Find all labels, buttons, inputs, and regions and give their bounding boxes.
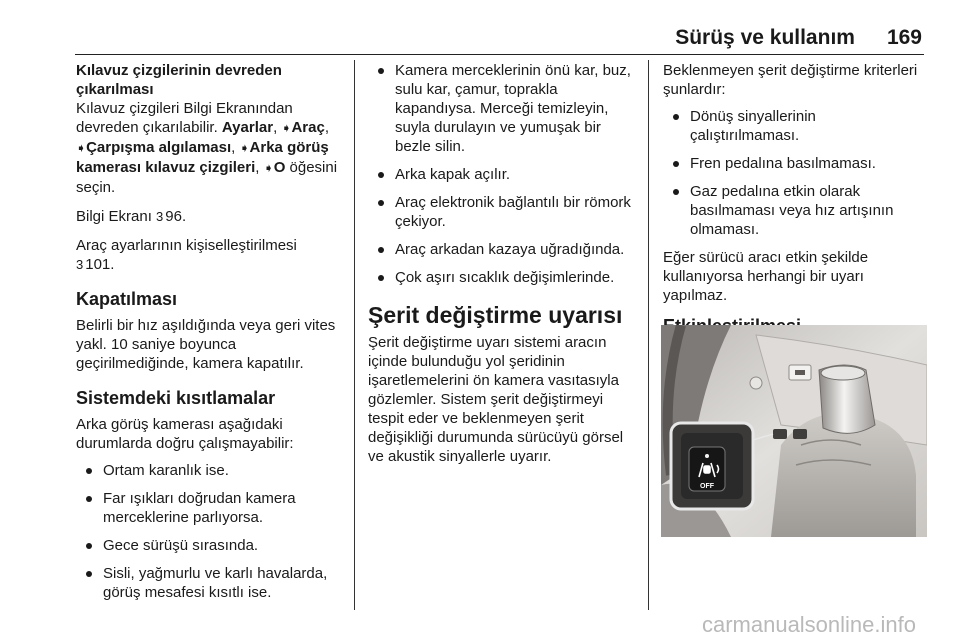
list-item: Kamera merceklerinin önü kar, buz, sulu kar, çamur, toprakla kapandıysa. Merceği temizleyin, suyla durulayın ve yumuşak bir bezle silin. — [368, 61, 640, 156]
column-2 — [368, 61, 640, 476]
limitations-list-cont — [368, 61, 640, 287]
list-item: Araç arkadan kazaya uğradığında. — [368, 240, 640, 259]
column-divider-1 — [354, 60, 355, 610]
criteria-paragraph: Beklenmeyen şerit değiştirme kriterleri şunlardır: — [663, 62, 918, 98]
page-reference-icon: 3 — [76, 257, 84, 272]
list-item: Dönüş sinyallerinin çalıştırılmaması. — [663, 107, 928, 145]
ref-personalization: Araç ayarlarının kişiselleştirilmesi 3 101. — [76, 237, 297, 273]
chapter-title: Sürüş ve kullanım — [675, 26, 855, 49]
list-item: Arka kapak açılır. — [368, 165, 640, 184]
list-item: Çok aşırı sıcaklık değişimlerinde. — [368, 268, 640, 287]
center-console-illustration — [661, 325, 927, 537]
lane-change-paragraph: Şerit değiştirme uyarı sistemi aracın içinde bulunduğu yol şeridinin işaretlemelerini ön kamera vasıtasıyla gözlemler. Sistem şerit değiştirmeyi tespit eder ve beklenmeyen şerit değişikliği durumunda sürücüyü görsel ve akustik sinyallerle uyarır. — [368, 334, 624, 465]
menu-arac: Araç — [291, 119, 325, 136]
kisitlamalar-paragraph: Arka görüş kamerası aşağıdaki durumlarda doğru çalışmayabilir: — [76, 416, 294, 452]
guidelines-off-paragraph: Kılavuz çizgileri Bilgi Ekranından devreden çıkarılabilir. Ayarlar, ➧Araç, ➧Çarpışma algılaması, ➧Arka görüş kamerası kılavuz çizgileri, ➧O öğesini seçin. — [76, 100, 338, 196]
heading-kapatilmasi: Kapatılması — [76, 289, 178, 309]
list-item: Far ışıkları doğrudan kamera merceklerine parlıyorsa. — [76, 489, 348, 527]
menu-arrow-icon: ➧ — [239, 141, 250, 155]
indicator-led-icon — [705, 454, 709, 458]
heading-kisitlamalar: Sistemdeki kısıtlamalar — [76, 388, 276, 408]
page-header — [675, 26, 922, 50]
list-item: Sisli, yağmurlu ve karlı havalarda, görüş mesafesi kısıtlı ise. — [76, 564, 348, 602]
list-item: Araç elektronik bağlantılı bir römork çekiyor. — [368, 193, 640, 231]
center-console-photo — [661, 325, 927, 537]
off-label: OFF — [700, 483, 714, 490]
list-item: Ortam karanlık ise. — [76, 461, 348, 480]
toggle-off-icon: O — [273, 159, 286, 176]
heading-lane-change-warning: Şerit değiştirme uyarısı — [368, 302, 623, 328]
column-3 — [663, 61, 928, 343]
list-item: Gaz pedalına etkin olarak basılmaması veya hız artışının olmaması. — [663, 182, 928, 239]
list-item: Gece sürüşü sırasında. — [76, 536, 348, 555]
ref-info-display: Bilgi Ekranı 3 96. — [76, 208, 187, 225]
kapatilmasi-paragraph: Belirli bir hız aşıldığında veya geri vites yakl. 10 saniye boyunca geçirilmediğinde, kamera kapatılır. — [76, 317, 336, 372]
criteria-list — [663, 107, 928, 239]
page-reference-icon: 3 — [156, 209, 164, 224]
menu-arrow-icon: ➧ — [76, 141, 87, 155]
column-1 — [76, 61, 348, 611]
menu-arrow-icon: ➧ — [263, 161, 274, 175]
menu-arrow-icon: ➧ — [281, 121, 292, 135]
menu-carpisma: Çarpışma algılaması — [86, 139, 232, 156]
header-rule — [75, 54, 924, 55]
no-warning-paragraph: Eğer sürücü aracı etkin şekilde kullanıyorsa herhangi bir uyarı yapılmaz. — [663, 249, 869, 304]
limitations-list — [76, 461, 348, 602]
menu-ayarlar: Ayarlar — [221, 119, 274, 136]
menu-kamera: Arka görüş kamerası kılavuz çizgileri — [76, 139, 329, 176]
watermark: carmanualsonline.info — [701, 612, 916, 637]
page-number: 169 — [886, 26, 922, 49]
heading-guidelines-off: Kılavuz çizgilerinin devreden çıkarılması — [76, 62, 282, 98]
list-item: Fren pedalına basılmaması. — [663, 154, 928, 173]
column-divider-2 — [648, 60, 649, 610]
